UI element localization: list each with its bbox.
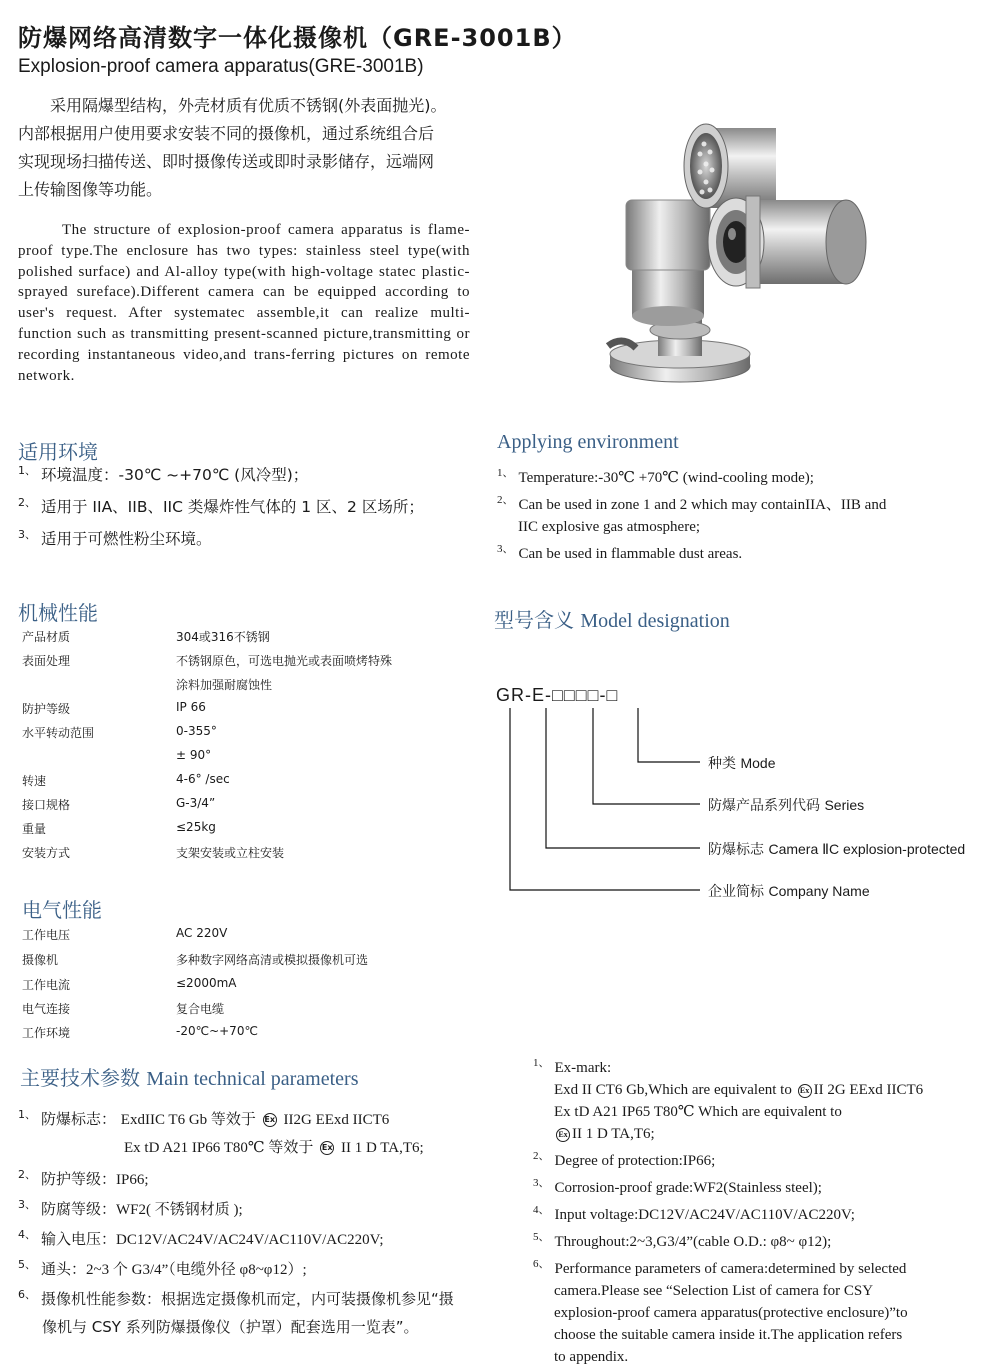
item-number: 2、 xyxy=(18,496,36,509)
list-item xyxy=(533,1302,993,1324)
item-text: 适用于 IIA、IIB、IIC 类爆炸性气体的 1 区、2 区场所； xyxy=(41,498,424,517)
item-number: 2、 xyxy=(18,1168,36,1181)
item-label: 防腐等级： xyxy=(41,1200,117,1218)
item-number: 5、 xyxy=(533,1231,550,1243)
list-item xyxy=(497,489,886,516)
list-item xyxy=(533,1226,993,1253)
spec-value: 涂料加强耐腐蚀性 xyxy=(176,678,273,692)
connector-series xyxy=(593,708,700,804)
params-heading-cn: 主要技术参数 xyxy=(20,1066,140,1090)
item-text: II2G EExd IICT6 xyxy=(283,1112,390,1128)
item-text: Degree of protection:IP66; xyxy=(554,1153,716,1169)
item-text: Corrosion-proof grade:WF2(Stainless steel); xyxy=(554,1180,822,1196)
item-text: Can be used in flammable dust areas. xyxy=(518,546,743,562)
model-connector-lines xyxy=(500,705,710,895)
spec-key: 表面处理 xyxy=(22,654,71,668)
list-item xyxy=(533,1101,993,1123)
label-cn: 防爆标志 xyxy=(708,842,764,858)
item-number: 2、 xyxy=(533,1150,550,1162)
spec-value: -20℃~+70℃ xyxy=(176,1024,258,1038)
item-text: IP66; xyxy=(116,1172,149,1188)
item-label: 输入电压： xyxy=(41,1230,117,1248)
intro-cn-line: 上传输图像等功能。 xyxy=(18,180,163,199)
item-text: to appendix. xyxy=(554,1349,629,1365)
list-item xyxy=(533,1172,993,1199)
spec-value: 不锈钢原色，可选电抛光或表面喷烤特殊 xyxy=(176,654,393,668)
item-text: Input voltage:DC12V/AC24V/AC110V/AC220V; xyxy=(554,1207,855,1223)
list-item xyxy=(18,1136,498,1166)
item-text: Ex tD A21 IP65 T80℃ Which are equivalent to xyxy=(554,1104,842,1120)
item-text: Ex tD A21 IP66 T80℃ 等效于 xyxy=(124,1140,314,1156)
intro-chinese xyxy=(18,92,473,204)
intro-cn-line: 内部根据用户使用要求安装不同的摄像机，通过系统组合后 xyxy=(18,124,435,143)
mech-spec-table xyxy=(22,628,462,863)
item-label: 摄像机性能参数： xyxy=(41,1290,162,1308)
list-item xyxy=(18,494,424,526)
list-item xyxy=(497,516,886,538)
item-text: Can be used in zone 1 and 2 which may containIIA、IIB and xyxy=(518,497,887,513)
model-label-series xyxy=(708,795,864,815)
label-en: Mode xyxy=(740,755,776,771)
list-item xyxy=(533,1324,993,1346)
item-text: DC12V/AC24V/AC24V/AC110V/AC220V; xyxy=(116,1232,384,1248)
spec-key: 工作环境 xyxy=(22,1026,71,1040)
list-item xyxy=(18,526,424,558)
item-label: 通头： xyxy=(41,1260,87,1278)
spec-value: 0-355° xyxy=(176,724,217,738)
camera-product-image xyxy=(596,108,896,393)
spec-value: 复合电缆 xyxy=(176,1002,225,1016)
ex-mark-icon: Ex xyxy=(798,1084,812,1098)
item-text: Temperature:-30℃ +70℃ (wind-cooling mode); xyxy=(518,470,814,486)
model-heading-cn: 型号含义 xyxy=(494,608,574,632)
item-number: 3、 xyxy=(497,543,514,555)
item-number: 1、 xyxy=(497,467,514,479)
list-item xyxy=(18,1286,498,1316)
item-label: 防护等级： xyxy=(41,1170,117,1188)
list-item xyxy=(497,538,886,565)
list-item xyxy=(533,1280,993,1302)
item-text: choose the suitable camera inside it.The application refers xyxy=(554,1327,903,1343)
spec-value: ± 90° xyxy=(176,748,212,762)
item-text: Throughout:2~3,G3/4”(cable O.D.: φ8~ φ12); xyxy=(554,1234,832,1250)
list-item xyxy=(533,1346,993,1368)
spec-value: ≤25kg xyxy=(176,820,216,834)
params-heading-en: Main technical parameters xyxy=(146,1068,359,1090)
item-number: 6、 xyxy=(533,1258,550,1270)
item-text: II 1 D TA,T6; xyxy=(341,1140,424,1156)
list-item xyxy=(18,1256,498,1286)
env-cn-heading: 适用环境 xyxy=(18,440,98,464)
model-code: GR-E-□□□□-□ xyxy=(496,685,619,705)
item-text: 2~3 个 G3/4”（电缆外径 φ8~φ12）; xyxy=(86,1262,307,1278)
spec-value: 304或316不锈钢 xyxy=(176,630,270,644)
ex-mark-icon: Ex xyxy=(320,1141,334,1155)
env-en-heading: Applying environment xyxy=(497,431,679,453)
item-text: explosion-proof camera apparatus(protective enclosure)”to xyxy=(554,1305,908,1321)
model-label-mode xyxy=(708,753,775,773)
item-number: 1、 xyxy=(18,1108,36,1121)
item-number: 4、 xyxy=(18,1228,36,1241)
item-text: II 2G EExd IICT6 xyxy=(813,1082,924,1098)
page-title: 防爆网络高清数字一体化摄像机（GRE-3001B） xyxy=(18,24,577,52)
intro-cn-line: 采用隔爆型结构，外壳材质有优质不锈钢(外表面抛光)。 xyxy=(18,96,447,115)
spec-key: 产品材质 xyxy=(22,630,71,644)
item-text: 像机与 CSY 系列防爆摄像仪（护罩）配套选用一览表”。 xyxy=(42,1318,419,1336)
params-en-list xyxy=(533,1052,993,1368)
list-item xyxy=(533,1253,993,1280)
item-number: 6、 xyxy=(18,1288,36,1301)
model-heading xyxy=(494,604,730,633)
item-text: Exd II CT6 Gb,Which are equivalent to xyxy=(554,1082,792,1098)
item-text: 环境温度：-30℃ ~+70℃ (风冷型)； xyxy=(41,466,309,485)
params-cn-list xyxy=(18,1106,498,1346)
item-number: 3、 xyxy=(18,1198,36,1211)
item-text: 根据选定摄像机而定，内可装摄像机参见“摄 xyxy=(161,1290,454,1308)
item-text: camera.Please see “Selection List of camera for CSY xyxy=(554,1283,874,1299)
model-label-explosion xyxy=(708,839,965,859)
list-item xyxy=(533,1079,993,1101)
item-text: Ex-mark: xyxy=(554,1060,612,1076)
list-item xyxy=(18,1106,498,1136)
env-en-list xyxy=(497,462,886,565)
list-item xyxy=(18,1316,498,1346)
list-item xyxy=(18,1196,498,1226)
spec-key: 安装方式 xyxy=(22,846,71,860)
env-cn-list xyxy=(18,462,424,558)
connector-mode xyxy=(638,708,700,762)
list-item xyxy=(18,1166,498,1196)
model-heading-en: Model designation xyxy=(580,610,730,632)
item-text: II 1 D TA,T6; xyxy=(572,1126,655,1142)
ex-mark-icon: Ex xyxy=(556,1128,570,1142)
spec-key: 水平转动范围 xyxy=(22,726,95,740)
spec-key: 电气连接 xyxy=(22,1002,71,1016)
spec-value: G-3/4” xyxy=(176,796,216,810)
spec-key: 工作电流 xyxy=(22,978,71,992)
params-heading xyxy=(20,1062,358,1091)
item-text: IIC explosive gas atmosphere; xyxy=(518,519,701,535)
intro-english xyxy=(18,220,470,386)
item-text: WF2( 不锈钢材质 ); xyxy=(116,1202,243,1218)
model-label-company xyxy=(708,881,870,901)
spec-value: 支架安装或立柱安装 xyxy=(176,846,285,860)
list-item xyxy=(18,1226,498,1256)
list-item xyxy=(533,1145,993,1172)
item-number: 1、 xyxy=(533,1057,550,1069)
connector-explosion-mark xyxy=(546,708,700,848)
spec-value: 多种数字网络高清或模拟摄像机可选 xyxy=(176,953,369,967)
elec-spec-table xyxy=(22,926,462,1041)
spec-key: 工作电压 xyxy=(22,928,71,942)
spec-key: 接口规格 xyxy=(22,798,71,812)
list-item xyxy=(533,1052,993,1079)
spec-value: 4-6° /sec xyxy=(176,772,230,786)
spec-value: AC 220V xyxy=(176,926,228,940)
item-number: 1、 xyxy=(18,464,36,477)
label-en: Company Name xyxy=(768,883,870,899)
ex-mark-icon: Ex xyxy=(263,1113,277,1127)
spec-key: 重量 xyxy=(22,822,47,836)
item-text: ExdIIC T6 Gb 等效于 xyxy=(120,1112,256,1128)
spec-key: 转速 xyxy=(22,774,47,788)
item-number: 3、 xyxy=(18,528,36,541)
label-cn: 防爆产品系列代码 xyxy=(708,798,820,814)
item-number: 2、 xyxy=(497,494,514,506)
list-item xyxy=(18,462,424,494)
mech-heading: 机械性能 xyxy=(18,601,98,625)
list-item xyxy=(497,462,886,489)
label-en: Camera ⅡC explosion-protected xyxy=(768,841,966,857)
item-number: 5、 xyxy=(18,1258,36,1271)
spec-value: ≤2000mA xyxy=(176,976,237,990)
spec-key: 防护等级 xyxy=(22,702,71,716)
label-cn: 种类 xyxy=(708,756,736,772)
spec-key: 摄像机 xyxy=(22,953,59,967)
intro-en-text: The structure of explosion-proof camera apparatus is flame-proof type.The enclosure has two types: stainless steel type(with polished surface) and Al-alloy type(with high-voltage statec plastic-sprayed sureface).Different camera can be equipped according to user's request. After systematec assemble,it can realize multi-function such as transmitting present-scanned picture,transmitting or recording instantaneous video,and trans-ferring pictures on remote network. xyxy=(18,222,470,384)
list-item xyxy=(533,1199,993,1226)
item-label: 防爆标志： xyxy=(41,1110,117,1128)
item-text: 适用于可燃性粉尘环境。 xyxy=(41,530,212,549)
elec-heading: 电气性能 xyxy=(22,898,102,922)
connector-company xyxy=(510,708,700,890)
intro-cn-line: 实现现场扫描传送、即时摄像传送或即时录影储存，远端网 xyxy=(18,152,435,171)
item-number: 3、 xyxy=(533,1177,550,1189)
label-en: Series xyxy=(824,797,865,813)
spec-value: IP 66 xyxy=(176,700,206,714)
item-text: Performance parameters of camera:determined by selected xyxy=(554,1261,907,1277)
label-cn: 企业简标 xyxy=(708,884,764,900)
list-item xyxy=(533,1123,993,1145)
item-number: 4、 xyxy=(533,1204,550,1216)
page-subtitle: Explosion-proof camera apparatus(GRE-3001B) xyxy=(18,56,424,77)
